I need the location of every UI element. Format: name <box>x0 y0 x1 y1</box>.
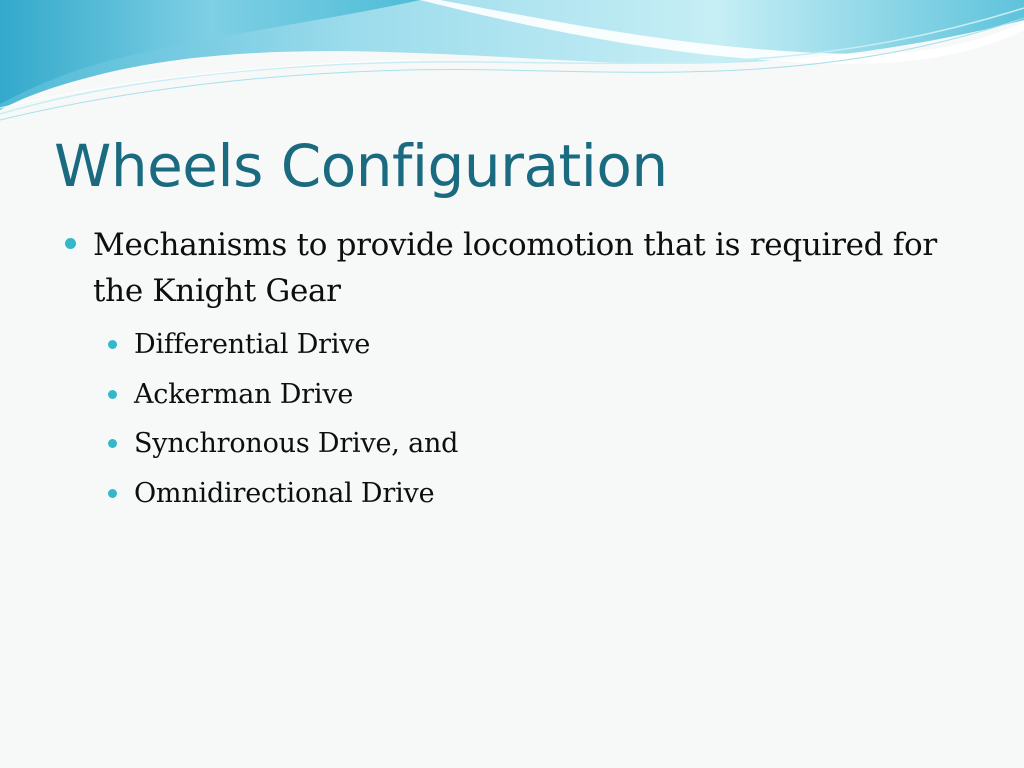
bullet-dot-icon <box>65 238 76 249</box>
bullet-dot-icon <box>108 390 117 399</box>
decorative-wave-header <box>0 0 1024 130</box>
bullet-dot-icon <box>108 489 117 498</box>
sub-bullet-text: Ackerman Drive <box>134 378 354 410</box>
bullet-dot-icon <box>108 340 117 349</box>
bullet-list <box>62 222 982 518</box>
sub-bullet-text: Omnidirectional Drive <box>134 477 435 509</box>
sub-bullet-list <box>62 320 982 518</box>
sub-bullet-text: Differential Drive <box>134 329 371 360</box>
bullet-text: Mechanisms to provide locomotion that is required for the Knight Gear <box>93 227 937 309</box>
slide-title: Wheels Configuration <box>54 132 668 200</box>
sub-bullet-item <box>62 320 982 370</box>
sub-bullet-text: Synchronous Drive, and <box>134 428 459 459</box>
bullet-dot-icon <box>108 439 117 448</box>
sub-bullet-item <box>62 419 982 469</box>
sub-bullet-item <box>62 469 982 519</box>
sub-bullet-item <box>62 370 982 420</box>
bullet-item <box>62 222 982 314</box>
